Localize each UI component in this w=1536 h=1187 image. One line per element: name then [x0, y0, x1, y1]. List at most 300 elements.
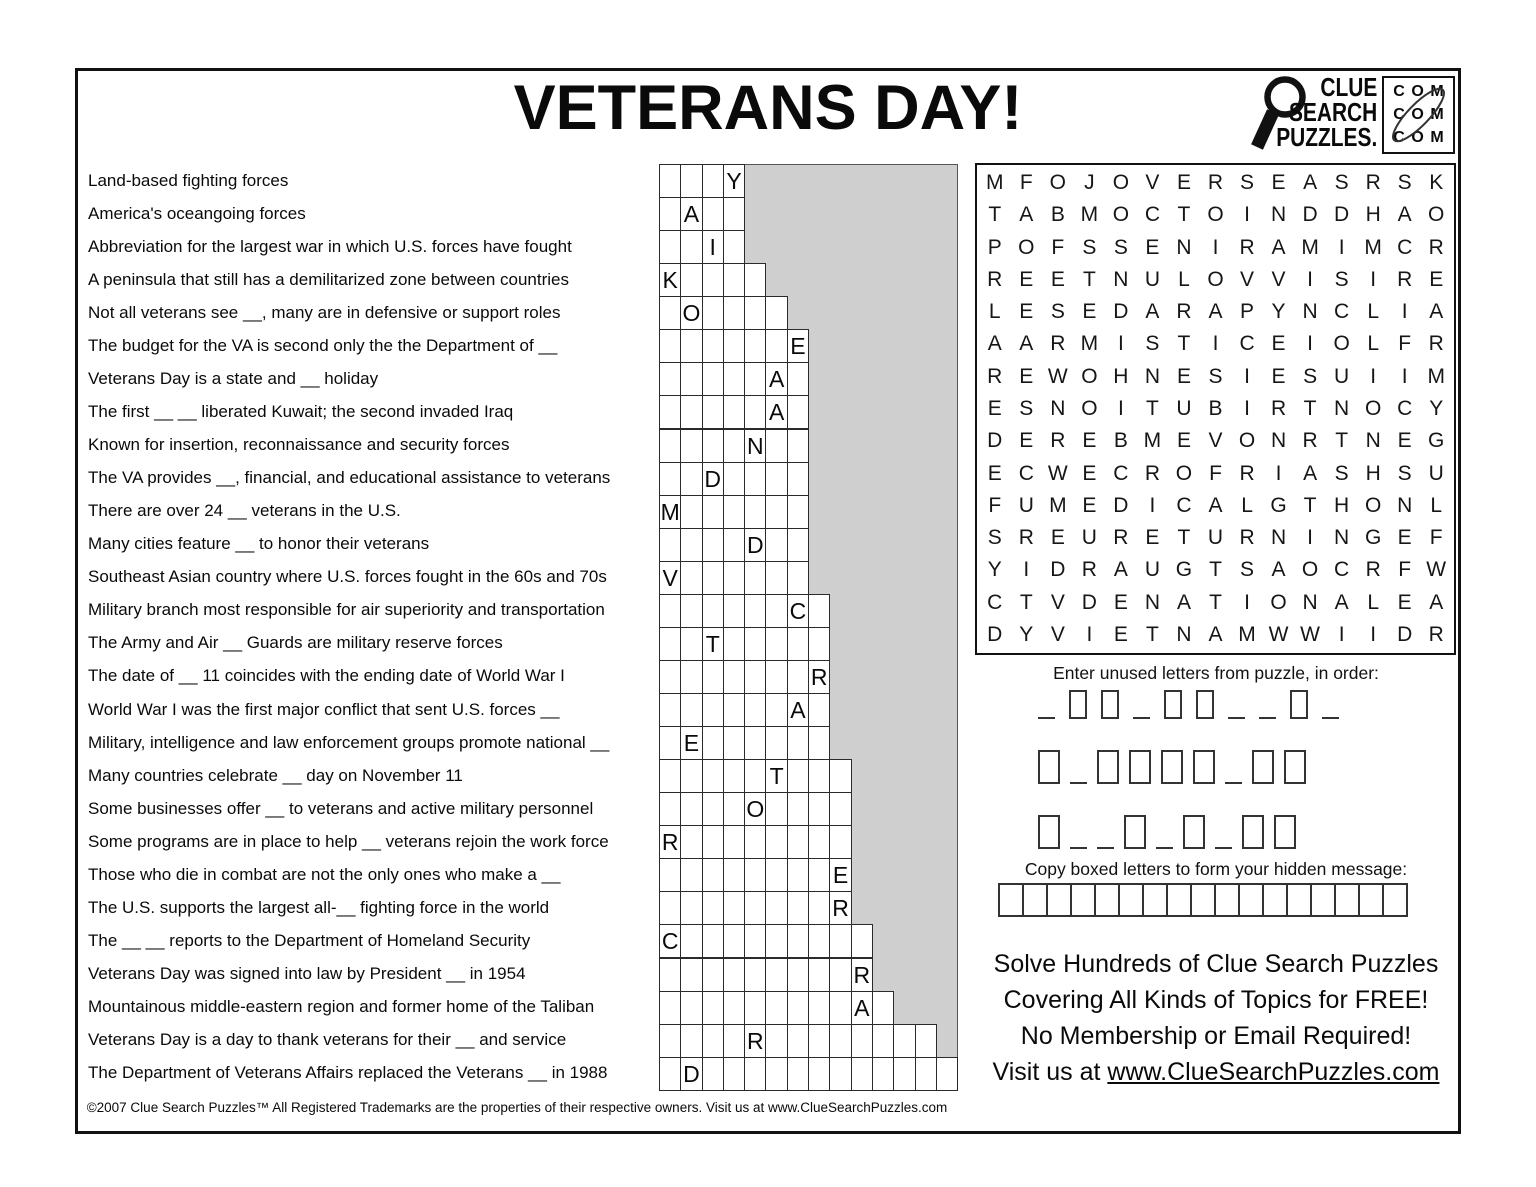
answer-cell[interactable] — [744, 924, 766, 958]
answer-cell[interactable] — [723, 197, 745, 231]
answer-cell[interactable] — [723, 991, 745, 1025]
answer-cell[interactable] — [723, 561, 745, 595]
answer-cell[interactable] — [702, 296, 724, 330]
answer-cell[interactable] — [702, 891, 724, 925]
wordsearch-letter: L — [1367, 332, 1379, 356]
answer-cell[interactable] — [787, 561, 809, 595]
hidden-message-cell[interactable] — [1214, 883, 1240, 917]
answer-cell[interactable] — [744, 891, 766, 925]
hidden-message-cell[interactable] — [1046, 883, 1072, 917]
answer-cell[interactable] — [659, 395, 681, 429]
answer-cell[interactable] — [680, 230, 702, 264]
answer-cell[interactable] — [893, 1024, 915, 1058]
answer-cell[interactable] — [893, 1057, 915, 1091]
answer-cell[interactable] — [702, 395, 724, 429]
unused-letter-blank[interactable] — [1156, 847, 1173, 850]
wordsearch-letter: N — [1050, 396, 1066, 420]
answer-cell[interactable] — [659, 462, 681, 496]
answer-cell[interactable] — [723, 958, 745, 992]
answer-cell[interactable] — [765, 462, 787, 496]
answer-cell[interactable] — [787, 627, 809, 661]
answer-cell[interactable] — [680, 924, 702, 958]
wordsearch-letter: I — [1212, 332, 1219, 356]
answer-cell-prefilled: D — [680, 1057, 702, 1091]
wordsearch-letter: E — [1113, 622, 1128, 646]
answer-cell[interactable] — [723, 1024, 745, 1058]
wordsearch-letter: E — [1019, 267, 1034, 291]
answer-cell[interactable] — [723, 1057, 745, 1091]
wordsearch-letter: M — [1238, 622, 1256, 646]
answer-cell[interactable] — [787, 958, 809, 992]
answer-cell[interactable] — [765, 594, 787, 628]
answer-cell[interactable] — [723, 594, 745, 628]
clue-text: Southeast Asian country where U.S. forces fought in the 60s and 70s — [88, 567, 607, 587]
unused-letter-box[interactable] — [1193, 750, 1215, 784]
answer-cell[interactable] — [723, 362, 745, 396]
wordsearch-letter: I — [1370, 622, 1377, 646]
answer-cell[interactable] — [744, 296, 766, 330]
unused-letter-box[interactable] — [1164, 690, 1182, 719]
unused-letter-box[interactable] — [1196, 690, 1214, 719]
answer-cell[interactable] — [744, 825, 766, 859]
answer-cell[interactable] — [787, 924, 809, 958]
hidden-message-cell[interactable] — [1094, 883, 1120, 917]
answer-cell[interactable] — [851, 1057, 873, 1091]
answer-cell[interactable] — [659, 1057, 681, 1091]
answer-cell[interactable] — [723, 726, 745, 760]
answer-cell[interactable] — [723, 759, 745, 793]
answer-cell[interactable] — [659, 528, 681, 562]
answer-cell[interactable] — [787, 759, 809, 793]
hidden-message-cell[interactable] — [1262, 883, 1288, 917]
answer-cell[interactable] — [680, 627, 702, 661]
answer-cell[interactable] — [744, 958, 766, 992]
wordsearch-letter: T — [1177, 332, 1191, 356]
answer-cell[interactable] — [659, 627, 681, 661]
answer-cell[interactable] — [723, 627, 745, 661]
unused-letter-blank[interactable] — [1322, 717, 1339, 720]
unused-letter-box[interactable] — [1124, 815, 1146, 849]
answer-cell[interactable] — [723, 924, 745, 958]
answer-cell[interactable] — [808, 594, 830, 628]
answer-cell[interactable] — [744, 627, 766, 661]
answer-cell[interactable] — [808, 792, 830, 826]
hidden-message-cell[interactable] — [1190, 883, 1216, 917]
answer-cell[interactable] — [680, 329, 702, 363]
answer-cell[interactable] — [787, 891, 809, 925]
answer-cell[interactable] — [829, 924, 851, 958]
wordsearch-letter: H — [1365, 461, 1381, 485]
answer-cell[interactable] — [702, 693, 724, 727]
answer-cell[interactable] — [680, 825, 702, 859]
answer-cell[interactable] — [723, 858, 745, 892]
answer-cell[interactable] — [659, 594, 681, 628]
wordsearch-letter: R — [1081, 558, 1097, 582]
answer-cell[interactable] — [680, 462, 702, 496]
logo-com-row — [1384, 129, 1453, 147]
answer-cell[interactable] — [829, 759, 851, 793]
answer-cell[interactable] — [765, 693, 787, 727]
answer-cell[interactable] — [744, 561, 766, 595]
unused-letter-box[interactable] — [1284, 750, 1306, 784]
wordsearch-letter: I — [1338, 235, 1345, 259]
wordsearch-letter: F — [1019, 171, 1033, 195]
answer-cell[interactable] — [936, 1057, 958, 1091]
answer-cell[interactable] — [659, 362, 681, 396]
answer-cell[interactable] — [744, 858, 766, 892]
answer-cell[interactable] — [659, 296, 681, 330]
wordsearch-letter: I — [1117, 396, 1124, 420]
unused-letter-blank[interactable] — [1038, 717, 1055, 720]
answer-cell[interactable] — [808, 1024, 830, 1058]
answer-cell[interactable] — [765, 726, 787, 760]
answer-cell[interactable] — [744, 263, 766, 297]
unused-letter-blank[interactable] — [1097, 847, 1114, 850]
answer-cell[interactable] — [808, 759, 830, 793]
unused-letter-box[interactable] — [1183, 815, 1205, 849]
unused-letter-blank[interactable] — [1225, 782, 1242, 785]
answer-cell[interactable] — [744, 495, 766, 529]
answer-cell[interactable] — [915, 1057, 937, 1091]
answer-cell[interactable] — [787, 792, 809, 826]
answer-cell[interactable] — [723, 429, 745, 463]
wordsearch-letter: L — [1178, 267, 1190, 291]
unused-letter-box[interactable] — [1274, 815, 1296, 849]
answer-cell[interactable] — [659, 1024, 681, 1058]
answer-cell[interactable] — [680, 1024, 702, 1058]
answer-cell[interactable] — [765, 991, 787, 1025]
wordsearch-letter: U — [1334, 364, 1350, 388]
wordsearch-letter: T — [1209, 590, 1222, 614]
wordsearch-letter: A — [1429, 590, 1444, 614]
answer-cell[interactable] — [808, 726, 830, 760]
answer-cell[interactable] — [872, 1024, 894, 1058]
wordsearch-letter: S — [1334, 171, 1349, 195]
answer-cell[interactable] — [702, 759, 724, 793]
answer-cell[interactable] — [765, 891, 787, 925]
answer-cell[interactable] — [765, 792, 787, 826]
answer-cell[interactable] — [829, 1024, 851, 1058]
unused-letter-blank[interactable] — [1228, 717, 1245, 720]
answer-cell[interactable] — [702, 991, 724, 1025]
unused-letter-box[interactable] — [1242, 815, 1264, 849]
unused-letter-box[interactable] — [1038, 815, 1060, 849]
answer-cell[interactable] — [744, 1057, 766, 1091]
answer-cell[interactable] — [765, 660, 787, 694]
answer-cell[interactable] — [702, 329, 724, 363]
answer-cell[interactable] — [680, 561, 702, 595]
answer-row — [659, 693, 958, 726]
answer-cell[interactable] — [808, 891, 830, 925]
answer-cell[interactable] — [787, 395, 809, 429]
answer-cell[interactable] — [808, 858, 830, 892]
answer-cell[interactable] — [659, 958, 681, 992]
answer-cell[interactable] — [702, 726, 724, 760]
answer-cell[interactable] — [680, 395, 702, 429]
answer-cell[interactable] — [744, 726, 766, 760]
answer-cell[interactable] — [680, 528, 702, 562]
answer-cell[interactable] — [680, 495, 702, 529]
answer-cell[interactable] — [765, 429, 787, 463]
unused-letter-box[interactable] — [1290, 690, 1308, 719]
wordsearch-letter: U — [1176, 396, 1192, 420]
answer-cell[interactable] — [680, 429, 702, 463]
answer-cell[interactable] — [787, 362, 809, 396]
answer-cell[interactable] — [702, 561, 724, 595]
unused-letter-blank[interactable] — [1070, 847, 1087, 850]
answer-cell[interactable] — [680, 759, 702, 793]
answer-cell[interactable] — [680, 891, 702, 925]
answer-cell[interactable] — [765, 561, 787, 595]
answer-cell[interactable] — [787, 528, 809, 562]
answer-cell[interactable] — [723, 792, 745, 826]
promo-line-visit — [975, 1054, 1457, 1090]
wordsearch-letter: V — [1208, 429, 1223, 453]
answer-cell[interactable] — [702, 429, 724, 463]
answer-cell[interactable] — [659, 991, 681, 1025]
answer-cell[interactable] — [702, 1057, 724, 1091]
answer-cell[interactable] — [829, 991, 851, 1025]
answer-cell[interactable] — [829, 1057, 851, 1091]
answer-cell[interactable] — [680, 263, 702, 297]
wordsearch-letter: D — [1113, 493, 1129, 517]
answer-cell[interactable] — [723, 263, 745, 297]
answer-cell-prefilled: R — [851, 958, 873, 992]
answer-cell-prefilled: V — [659, 561, 681, 595]
answer-cell[interactable] — [787, 660, 809, 694]
wordsearch-letter: R — [1365, 171, 1381, 195]
answer-cell[interactable] — [659, 429, 681, 463]
answer-cell[interactable] — [787, 858, 809, 892]
wordsearch-letter: C — [1176, 493, 1192, 517]
answer-row — [659, 263, 958, 296]
answer-cell[interactable] — [702, 958, 724, 992]
clue-list — [88, 164, 663, 1090]
answer-cell[interactable] — [787, 726, 809, 760]
answer-cell[interactable] — [702, 594, 724, 628]
hidden-message-cell[interactable] — [1166, 883, 1192, 917]
hidden-message-cell[interactable] — [1022, 883, 1048, 917]
clue-row — [88, 561, 663, 594]
answer-cell[interactable] — [787, 1024, 809, 1058]
answer-cell[interactable] — [765, 1057, 787, 1091]
answer-cell[interactable] — [659, 329, 681, 363]
unused-letter-blank[interactable] — [1070, 782, 1087, 785]
hidden-message-cell[interactable] — [998, 883, 1024, 917]
answer-cell[interactable] — [765, 296, 787, 330]
wordsearch-letter: E — [1145, 235, 1160, 259]
website-link[interactable]: www.ClueSearchPuzzles.com — [1107, 1058, 1440, 1086]
answer-cell[interactable] — [765, 1024, 787, 1058]
answer-cell[interactable] — [659, 164, 681, 198]
answer-cell[interactable] — [702, 1024, 724, 1058]
answer-cell[interactable] — [765, 825, 787, 859]
wordsearch-letter: Y — [1019, 622, 1034, 646]
answer-cell[interactable] — [723, 891, 745, 925]
wordsearch-letter: V — [1240, 267, 1255, 291]
answer-cell[interactable] — [702, 825, 724, 859]
clue-row — [88, 462, 663, 495]
answer-cell[interactable] — [723, 329, 745, 363]
answer-cell[interactable] — [744, 660, 766, 694]
answer-cell[interactable] — [659, 792, 681, 826]
unused-letter-box[interactable] — [1101, 690, 1119, 719]
answer-cell[interactable] — [680, 594, 702, 628]
wordsearch-letter: L — [1367, 590, 1379, 614]
answer-cell[interactable] — [702, 164, 724, 198]
answer-cell[interactable] — [808, 958, 830, 992]
wordsearch-letter: S — [1334, 461, 1349, 485]
hidden-message-cell[interactable] — [1382, 883, 1408, 917]
answer-cell[interactable] — [680, 858, 702, 892]
answer-cell[interactable] — [808, 627, 830, 661]
wordsearch-letter: I — [1244, 364, 1250, 388]
answer-cell[interactable] — [702, 263, 724, 297]
hidden-message-cell[interactable] — [1238, 883, 1264, 917]
answer-cell[interactable] — [723, 462, 745, 496]
hidden-message-cell[interactable] — [1358, 883, 1384, 917]
wordsearch-letter: U — [1144, 267, 1160, 291]
answer-cell[interactable] — [765, 528, 787, 562]
answer-cell[interactable] — [787, 462, 809, 496]
answer-cell[interactable] — [680, 693, 702, 727]
answer-cell[interactable] — [744, 395, 766, 429]
answer-cell[interactable] — [808, 924, 830, 958]
answer-cell[interactable] — [851, 924, 873, 958]
unused-letter-box[interactable] — [1097, 750, 1119, 784]
clue-text: Veterans Day is a state and __ holiday — [88, 368, 379, 388]
clue-row — [88, 627, 663, 660]
hidden-message-cell[interactable] — [1310, 883, 1336, 917]
answer-cell[interactable] — [787, 429, 809, 463]
answer-cell[interactable] — [702, 528, 724, 562]
answer-cell[interactable] — [787, 825, 809, 859]
answer-cell[interactable] — [659, 660, 681, 694]
unused-letter-box[interactable] — [1129, 750, 1151, 784]
hidden-message-cell[interactable] — [1142, 883, 1168, 917]
answer-cell[interactable] — [787, 991, 809, 1025]
answer-row — [659, 462, 958, 495]
answer-cell[interactable] — [744, 991, 766, 1025]
answer-cell[interactable] — [680, 991, 702, 1025]
unused-letter-box[interactable] — [1161, 750, 1183, 784]
unused-letter-blank[interactable] — [1133, 717, 1150, 720]
answer-cell[interactable] — [787, 1057, 809, 1091]
answer-cell[interactable] — [723, 528, 745, 562]
answer-cell[interactable] — [702, 197, 724, 231]
answer-cell[interactable] — [765, 495, 787, 529]
answer-cell[interactable] — [765, 858, 787, 892]
hidden-message-cell[interactable] — [1286, 883, 1312, 917]
answer-cell[interactable] — [915, 1024, 937, 1058]
wordsearch-letter: W — [1426, 558, 1447, 582]
answer-cell-prefilled: C — [787, 594, 809, 628]
answer-cell[interactable] — [659, 891, 681, 925]
answer-cell[interactable] — [702, 924, 724, 958]
answer-cell[interactable] — [723, 660, 745, 694]
answer-cell[interactable] — [851, 1024, 873, 1058]
hidden-message-cell[interactable] — [1334, 883, 1360, 917]
answer-cell[interactable] — [808, 693, 830, 727]
answer-cell[interactable] — [702, 858, 724, 892]
wordsearch-letter: N — [1176, 622, 1192, 646]
answer-cell[interactable] — [829, 825, 851, 859]
hidden-message-cell[interactable] — [1070, 883, 1096, 917]
unused-letter-blank[interactable] — [1259, 717, 1276, 720]
answer-cell[interactable] — [680, 164, 702, 198]
answer-cell[interactable] — [659, 693, 681, 727]
wordsearch-letter: B — [1208, 396, 1223, 420]
unused-letter-box[interactable] — [1252, 750, 1274, 784]
answer-cell[interactable] — [787, 495, 809, 529]
hidden-message-label: Copy boxed letters to form your hidden message: — [1024, 859, 1408, 879]
hidden-message-cell[interactable] — [1118, 883, 1144, 917]
answer-cell[interactable] — [680, 660, 702, 694]
answer-cell[interactable] — [872, 1057, 894, 1091]
answer-cell[interactable] — [744, 362, 766, 396]
answer-cell[interactable] — [659, 197, 681, 231]
answer-cell[interactable] — [659, 759, 681, 793]
answer-cell[interactable] — [808, 825, 830, 859]
answer-cell[interactable] — [744, 759, 766, 793]
answer-cell[interactable] — [872, 991, 894, 1025]
answer-cell[interactable] — [702, 792, 724, 826]
answer-cell[interactable] — [744, 693, 766, 727]
answer-cell[interactable] — [702, 660, 724, 694]
answer-cell[interactable] — [744, 462, 766, 496]
answer-cell[interactable] — [702, 495, 724, 529]
wordsearch-letter: R — [987, 267, 1003, 291]
answer-cell[interactable] — [723, 693, 745, 727]
answer-cell[interactable] — [659, 858, 681, 892]
answer-cell[interactable] — [659, 726, 681, 760]
answer-cell[interactable] — [744, 594, 766, 628]
wordsearch-letter: R — [1365, 558, 1381, 582]
answer-cell[interactable] — [723, 495, 745, 529]
wordsearch-letter: V — [1050, 590, 1065, 614]
answer-cell[interactable] — [829, 792, 851, 826]
wordsearch-letter: G — [1364, 526, 1382, 550]
answer-row — [659, 296, 958, 329]
answer-cell[interactable] — [680, 792, 702, 826]
answer-cell[interactable] — [680, 362, 702, 396]
unused-letter-box[interactable] — [1069, 690, 1087, 719]
wordsearch-letter: R — [1207, 171, 1224, 195]
answer-cell[interactable] — [808, 991, 830, 1025]
answer-row — [659, 858, 958, 891]
answer-cell[interactable] — [659, 230, 681, 264]
answer-cell[interactable] — [680, 958, 702, 992]
answer-cell[interactable] — [723, 395, 745, 429]
clue-text: Land-based fighting forces — [88, 170, 289, 190]
answer-cell[interactable] — [765, 329, 787, 363]
answer-cell[interactable] — [702, 362, 724, 396]
answer-cell[interactable] — [765, 924, 787, 958]
unused-letter-box[interactable] — [1038, 750, 1060, 784]
wordsearch-letter: I — [1401, 364, 1408, 388]
wordsearch-letter: S — [1240, 558, 1255, 582]
answer-cell[interactable] — [723, 230, 745, 264]
answer-cell[interactable] — [808, 1057, 830, 1091]
unused-letter-blank[interactable] — [1215, 847, 1232, 850]
answer-cell[interactable] — [723, 825, 745, 859]
answer-cell[interactable] — [829, 958, 851, 992]
wordsearch-letter: E — [1397, 590, 1412, 614]
answer-cell[interactable] — [744, 329, 766, 363]
answer-cell[interactable] — [765, 627, 787, 661]
answer-cell[interactable] — [723, 296, 745, 330]
answer-cell[interactable] — [765, 958, 787, 992]
